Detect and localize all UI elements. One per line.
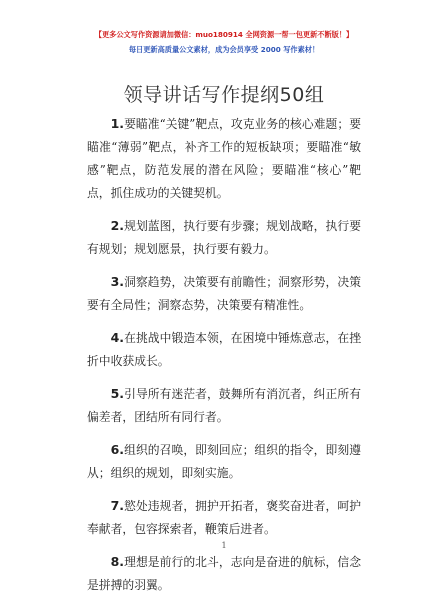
paragraph-number: 8.: [110, 554, 125, 569]
paragraph-text: 规划蓝图，执行要有步骤；规划战略，执行要有规划；规划愿景，执行要有毅力。: [87, 219, 361, 256]
paragraph-5: [87, 382, 361, 429]
paragraph-number: 3.: [110, 274, 125, 289]
document-title: 领导讲话写作提纲50组: [123, 84, 325, 106]
paragraph-number: 5.: [110, 386, 125, 401]
paragraph-number: 7.: [110, 498, 125, 513]
promo-line-2: 每日更新高质量公文素材，成为会员享受 2000 写作素材！: [128, 45, 320, 54]
paragraph-1: [87, 112, 361, 205]
promo-line-1: 【更多公文写作资源请加微信：muo180914 全网资源一帮一包更新不断版！】: [94, 30, 354, 39]
paragraph-text: 引导所有迷茫者，鼓舞所有消沉者，纠正所有偏差者，团结所有同行者。: [87, 387, 361, 424]
paragraph-4: [87, 326, 361, 373]
promo-banner: [0, 29, 448, 55]
paragraph-number: 4.: [110, 330, 125, 345]
paragraph-number: 1.: [110, 116, 125, 131]
paragraph-text: 要瞄准“关键”靶点，攻克业务的核心难题；要瞄准“薄弱”靶点，补齐工作的短板缺项；要瞄准“敏感”靶点，防范发展的潜在风险；要瞄准“核心”靶点，抓住成功的关键契机。: [87, 117, 361, 200]
paragraph-8: [87, 550, 361, 597]
paragraph-text: 组织的召唤，即刻回应；组织的指令，即刻遵从；组织的规划，即刻实施。: [87, 443, 361, 480]
paragraph-3: [87, 270, 361, 317]
page-number: 1: [221, 541, 227, 550]
paragraph-text: 理想是前行的北斗，志向是奋进的航标，信念是拼搏的羽翼。: [87, 555, 361, 592]
paragraph-7: [87, 494, 361, 541]
paragraph-number: 2.: [110, 218, 125, 233]
paragraph-number: 6.: [110, 442, 125, 457]
paragraph-6: [87, 438, 361, 485]
document-body: [87, 112, 361, 606]
paragraph-text: 慾处违规者，拥护开拓者，褒奖奋进者，呵护奉献者，包容探索者，鞭策后进者。: [87, 499, 361, 536]
paragraph-2: [87, 214, 361, 261]
paragraph-text: 洞察趋势，决策要有前瞻性；洞察形势，决策要有全局性；洞察态势，决策要有精准性。: [87, 275, 361, 312]
paragraph-text: 在挑战中锻造本领，在困境中锤炼意志，在挫折中收获成长。: [87, 331, 361, 368]
